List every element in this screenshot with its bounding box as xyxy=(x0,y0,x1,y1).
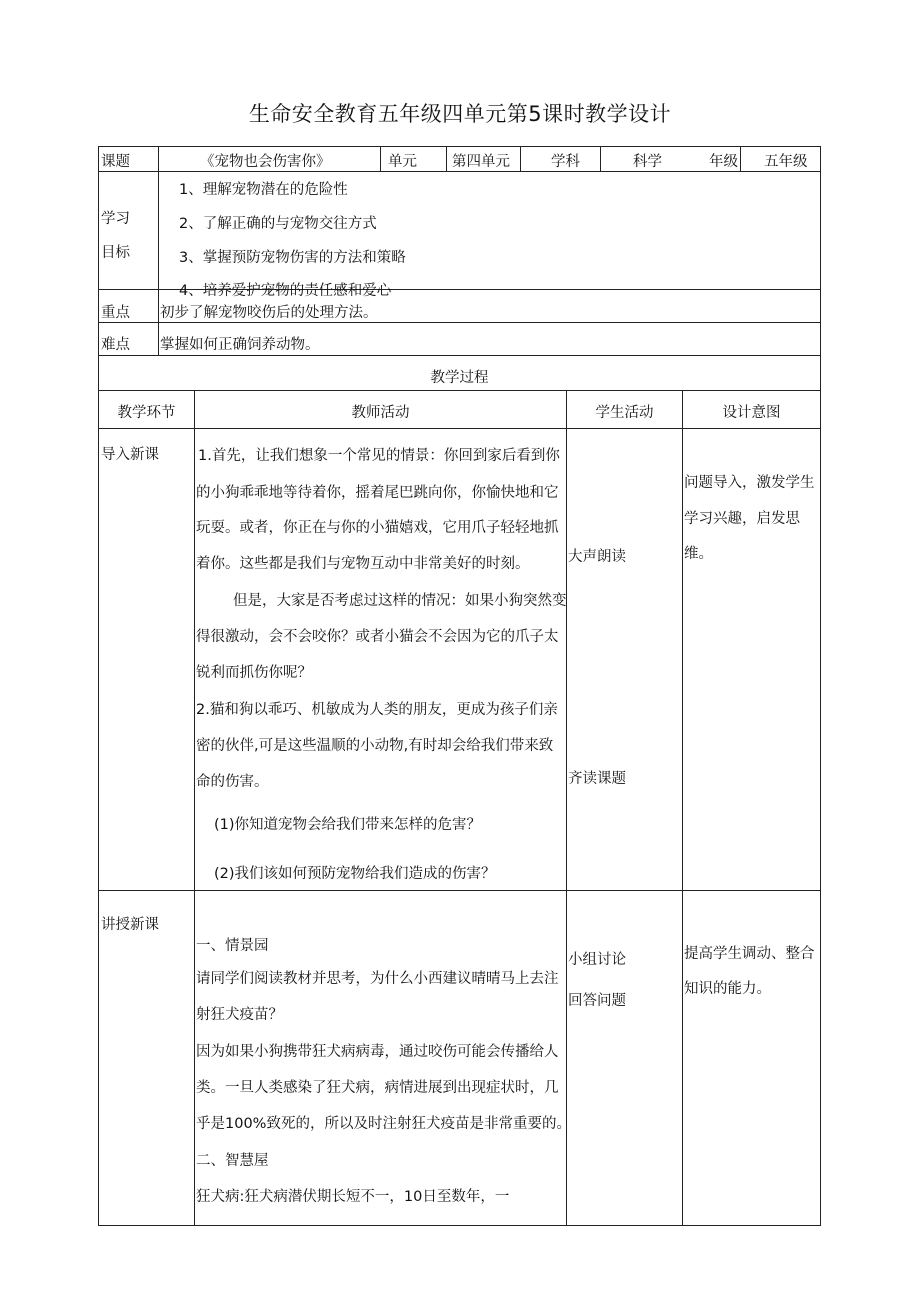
section1-student-activity-2: 齐读课题 xyxy=(568,771,626,787)
teacher-line: 着你。这些都是我们与宠物互动中非常美好的时刻。 xyxy=(196,556,530,572)
section2-name: 讲授新课 xyxy=(101,917,159,933)
teacher-line: (1)你知道宠物会给我们带来怎样的危害？ xyxy=(214,817,482,833)
grade-label: 年级 xyxy=(709,154,738,170)
objectives-label-1: 学习 xyxy=(101,211,130,227)
teacher-line: 请同学们阅读教材并思考，为什么小西建议晴晴马上去注 xyxy=(196,971,559,987)
objective-item: 3、掌握预防宠物伤害的方法和策略 xyxy=(179,250,406,266)
teacher-line: 射狂犬疫苗？ xyxy=(196,1007,283,1023)
objectives-label-2: 目标 xyxy=(101,245,130,261)
page-title: 生命安全教育五年级四单元第5课时教学设计 xyxy=(248,102,672,126)
subject-label: 学科 xyxy=(551,154,580,170)
process-title: 教学过程 xyxy=(430,370,489,386)
intent-line: 维。 xyxy=(684,546,713,562)
student-line: 回答问题 xyxy=(568,993,626,1009)
teacher-line: 但是，大家是否考虑过这样的情况：如果小狗突然变 xyxy=(233,593,567,609)
objective-item: 1、理解宠物潜在的危险性 xyxy=(179,182,348,198)
teacher-line: 密的伙伴,可是这些温顺的小动物,有时却会给我们带来致 xyxy=(196,738,554,754)
student-line: 小组讨论 xyxy=(568,952,626,968)
teacher-line: 一、情景园 xyxy=(196,938,269,954)
teacher-line: 的小狗乖乖地等待着你，摇着尾巴跳向你，你愉快地和它 xyxy=(196,485,559,501)
objective-item: 4、培养爱护宠物的责任感和爱心 xyxy=(179,283,392,299)
column-header-student: 学生活动 xyxy=(595,405,654,421)
intent-line: 学习兴趣，启发思 xyxy=(684,511,800,527)
column-header-intent: 设计意图 xyxy=(722,405,781,421)
teacher-line: 类。一旦人类感染了狂犬病，病情进展到出现症状时，几 xyxy=(196,1080,559,1096)
section1-student-activity-1: 大声朗读 xyxy=(568,549,626,565)
teacher-line: 得很激动，会不会咬你？或者小猫会不会因为它的爪子太 xyxy=(196,629,559,645)
teacher-line: 锐利而抓伤你呢？ xyxy=(196,665,312,681)
key-point-text: 初步了解宠物咬伤后的处理方法。 xyxy=(160,305,378,321)
teacher-line: 玩耍。或者，你正在与你的小猫嬉戏，它用爪子轻轻地抓 xyxy=(196,520,559,536)
intent-line: 问题导入，激发学生 xyxy=(684,475,815,491)
teacher-line: (2)我们该如何预防宠物给我们造成的伤害？ xyxy=(214,866,496,882)
intent-line: 知识的能力。 xyxy=(684,981,771,997)
column-header-teacher: 教师活动 xyxy=(351,405,410,421)
teacher-line: 2.猫和狗以乖巧、机敏成为人类的朋友，更成为孩子们亲 xyxy=(196,702,558,718)
unit-label: 单元 xyxy=(388,154,417,170)
teacher-line: 狂犬病:狂犬病潜伏期长短不一，10日至数年，一 xyxy=(196,1189,510,1205)
teacher-line: 二、智慧屋 xyxy=(196,1153,269,1169)
teacher-line: 命的伤害。 xyxy=(196,774,269,790)
teacher-line: 1.首先，让我们想象一个常见的情景：你回到家后看到你 xyxy=(198,448,560,464)
column-header-stage: 教学环节 xyxy=(117,405,176,421)
unit-value: 第四单元 xyxy=(452,154,510,170)
grade-value: 五年级 xyxy=(764,154,808,170)
teacher-line: 乎是100%致死的，所以及时注射狂犬疫苗是非常重要的。 xyxy=(196,1116,571,1132)
course-label: 课题 xyxy=(101,154,130,170)
difficulty-label: 难点 xyxy=(101,337,130,353)
objective-item: 2、了解正确的与宠物交往方式 xyxy=(179,216,377,232)
intent-line: 提高学生调动、整合 xyxy=(684,946,815,962)
teacher-line: 因为如果小狗携带狂犬病病毒，通过咬伤可能会传播给人 xyxy=(196,1044,559,1060)
section1-name: 导入新课 xyxy=(101,447,159,463)
key-point-label: 重点 xyxy=(101,305,130,321)
course-value: 《宠物也会伤害你》 xyxy=(200,154,331,170)
objectives-list xyxy=(159,172,819,299)
subject-value: 科学 xyxy=(633,154,662,170)
difficulty-text: 掌握如何正确饲养动物。 xyxy=(160,337,320,353)
